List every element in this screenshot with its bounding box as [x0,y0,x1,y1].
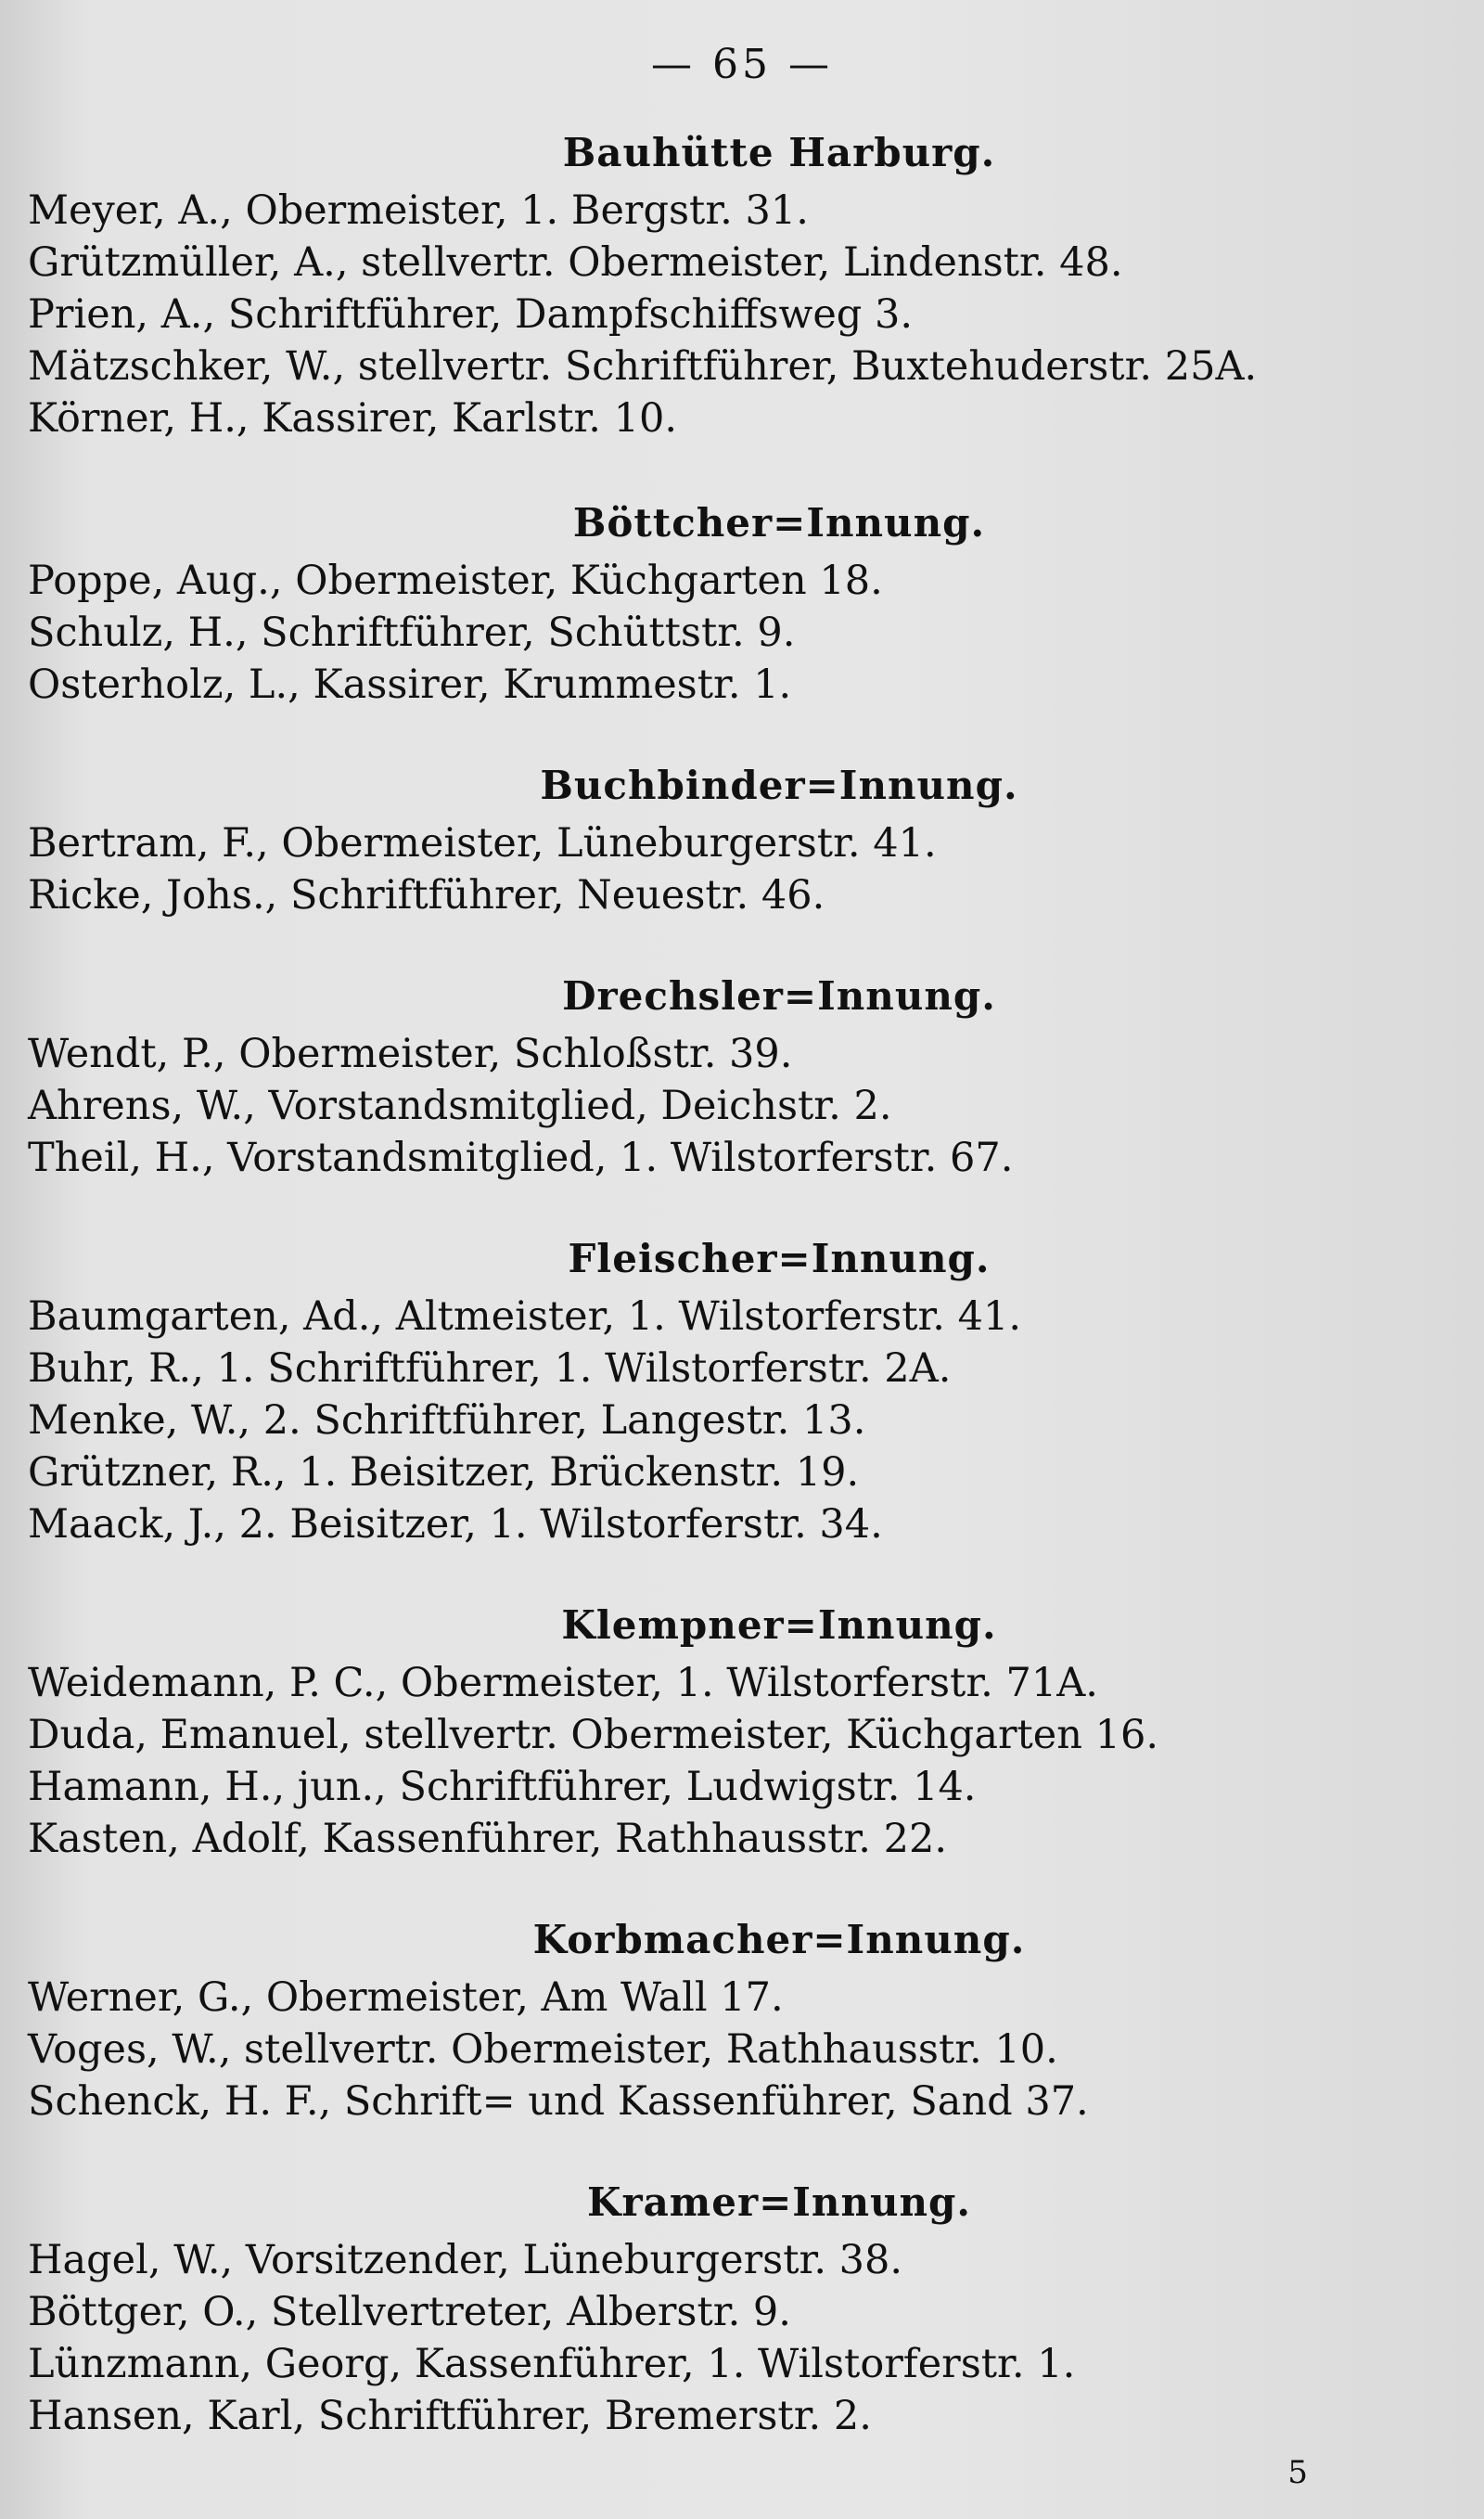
entry: Grützner, R., 1. Beisitzer, Brückenstr. 19. [28,1449,860,1496]
section-title: Böttcher=Innung. [572,500,986,546]
entry: Buhr, R., 1. Schriftführer, 1. Wilstorferstr. 2A. [28,1345,952,1392]
section-kramer-innung [28,2179,1456,2442]
signature-mark: 5 [1287,2454,1308,2491]
section-title: Klempner=Innung. [561,1602,997,1648]
page-number: — 65 — [651,41,833,88]
entry: Ahrens, W., Vorstandsmitglied, Deichstr. 2. [28,1083,892,1129]
entry: Menke, W., 2. Schriftführer, Langestr. 13. [28,1397,866,1444]
section-boettcher-innung [28,500,1456,711]
section-bauhuette-harburg [28,130,1456,444]
section-title: Buchbinder=Innung. [540,763,1018,808]
section-title: Fleischer=Innung. [568,1236,991,1281]
entry: Bertram, F., Obermeister, Lüneburgerstr. 41. [28,820,937,867]
entry: Hagel, W., Vorsitzender, Lüneburgerstr. 38. [28,2237,903,2283]
entry: Poppe, Aug., Obermeister, Küchgarten 18. [28,558,883,604]
section-title: Korbmacher=Innung. [532,1917,1026,1962]
entry: Hansen, Karl, Schriftführer, Bremerstr. 2. [28,2393,872,2439]
section-title: Kramer=Innung. [586,2179,972,2225]
section-klempner-innung [28,1602,1456,1865]
page-content [28,130,1456,2442]
entry: Ricke, Johs., Schriftführer, Neuestr. 46. [28,872,825,919]
entry: Baumgarten, Ad., Altmeister, 1. Wilstorferstr. 41. [28,1293,1022,1340]
entry: Lünzmann, Georg, Kassenführer, 1. Wilstorferstr. 1. [28,2341,1076,2387]
entry: Hamann, H., jun., Schriftführer, Ludwigstr. 14. [28,1764,977,1810]
section-buchbinder-innung [28,763,1456,921]
entry: Maack, J., 2. Beisitzer, 1. Wilstorferstr. 34. [28,1501,883,1548]
entry: Böttger, O., Stellvertreter, Alberstr. 9. [28,2289,791,2335]
entry: Voges, W., stellvertr. Obermeister, Rathhausstr. 10. [28,2026,1058,2073]
section-korbmacher-innung [28,1917,1456,2127]
section-fleischer-innung [28,1236,1456,1550]
entry: Meyer, A., Obermeister, 1. Bergstr. 31. [28,187,809,234]
entry: Theil, H., Vorstandsmitglied, 1. Wilstorferstr. 67. [28,1135,1014,1181]
entry: Mätzschker, W., stellvertr. Schriftführer, Buxtehuderstr. 25A. [28,343,1258,390]
entry: Grützmüller, A., stellvertr. Obermeister, Lindenstr. 48. [28,239,1123,286]
section-drechsler-innung [28,973,1456,1184]
entry: Schulz, H., Schriftführer, Schüttstr. 9. [28,610,796,656]
section-title: Bauhütte Harburg. [562,130,996,175]
entry: Werner, G., Obermeister, Am Wall 17. [28,1974,784,2021]
entry: Duda, Emanuel, stellvertr. Obermeister, Küchgarten 16. [28,1712,1158,1758]
section-title: Drechsler=Innung. [562,973,996,1019]
entry: Wendt, P., Obermeister, Schloßstr. 39. [28,1031,793,1077]
entry: Kasten, Adolf, Kassenführer, Rathhausstr. 22. [28,1816,947,1862]
entry: Körner, H., Kassirer, Karlstr. 10. [28,395,678,442]
entry: Prien, A., Schriftführer, Dampfschiffsweg 3. [28,291,913,338]
entry: Weidemann, P. C., Obermeister, 1. Wilstorferstr. 71A. [28,1660,1098,1706]
entry: Osterholz, L., Kassirer, Krummestr. 1. [28,662,792,708]
entry: Schenck, H. F., Schrift= und Kassenführer, Sand 37. [28,2078,1089,2125]
